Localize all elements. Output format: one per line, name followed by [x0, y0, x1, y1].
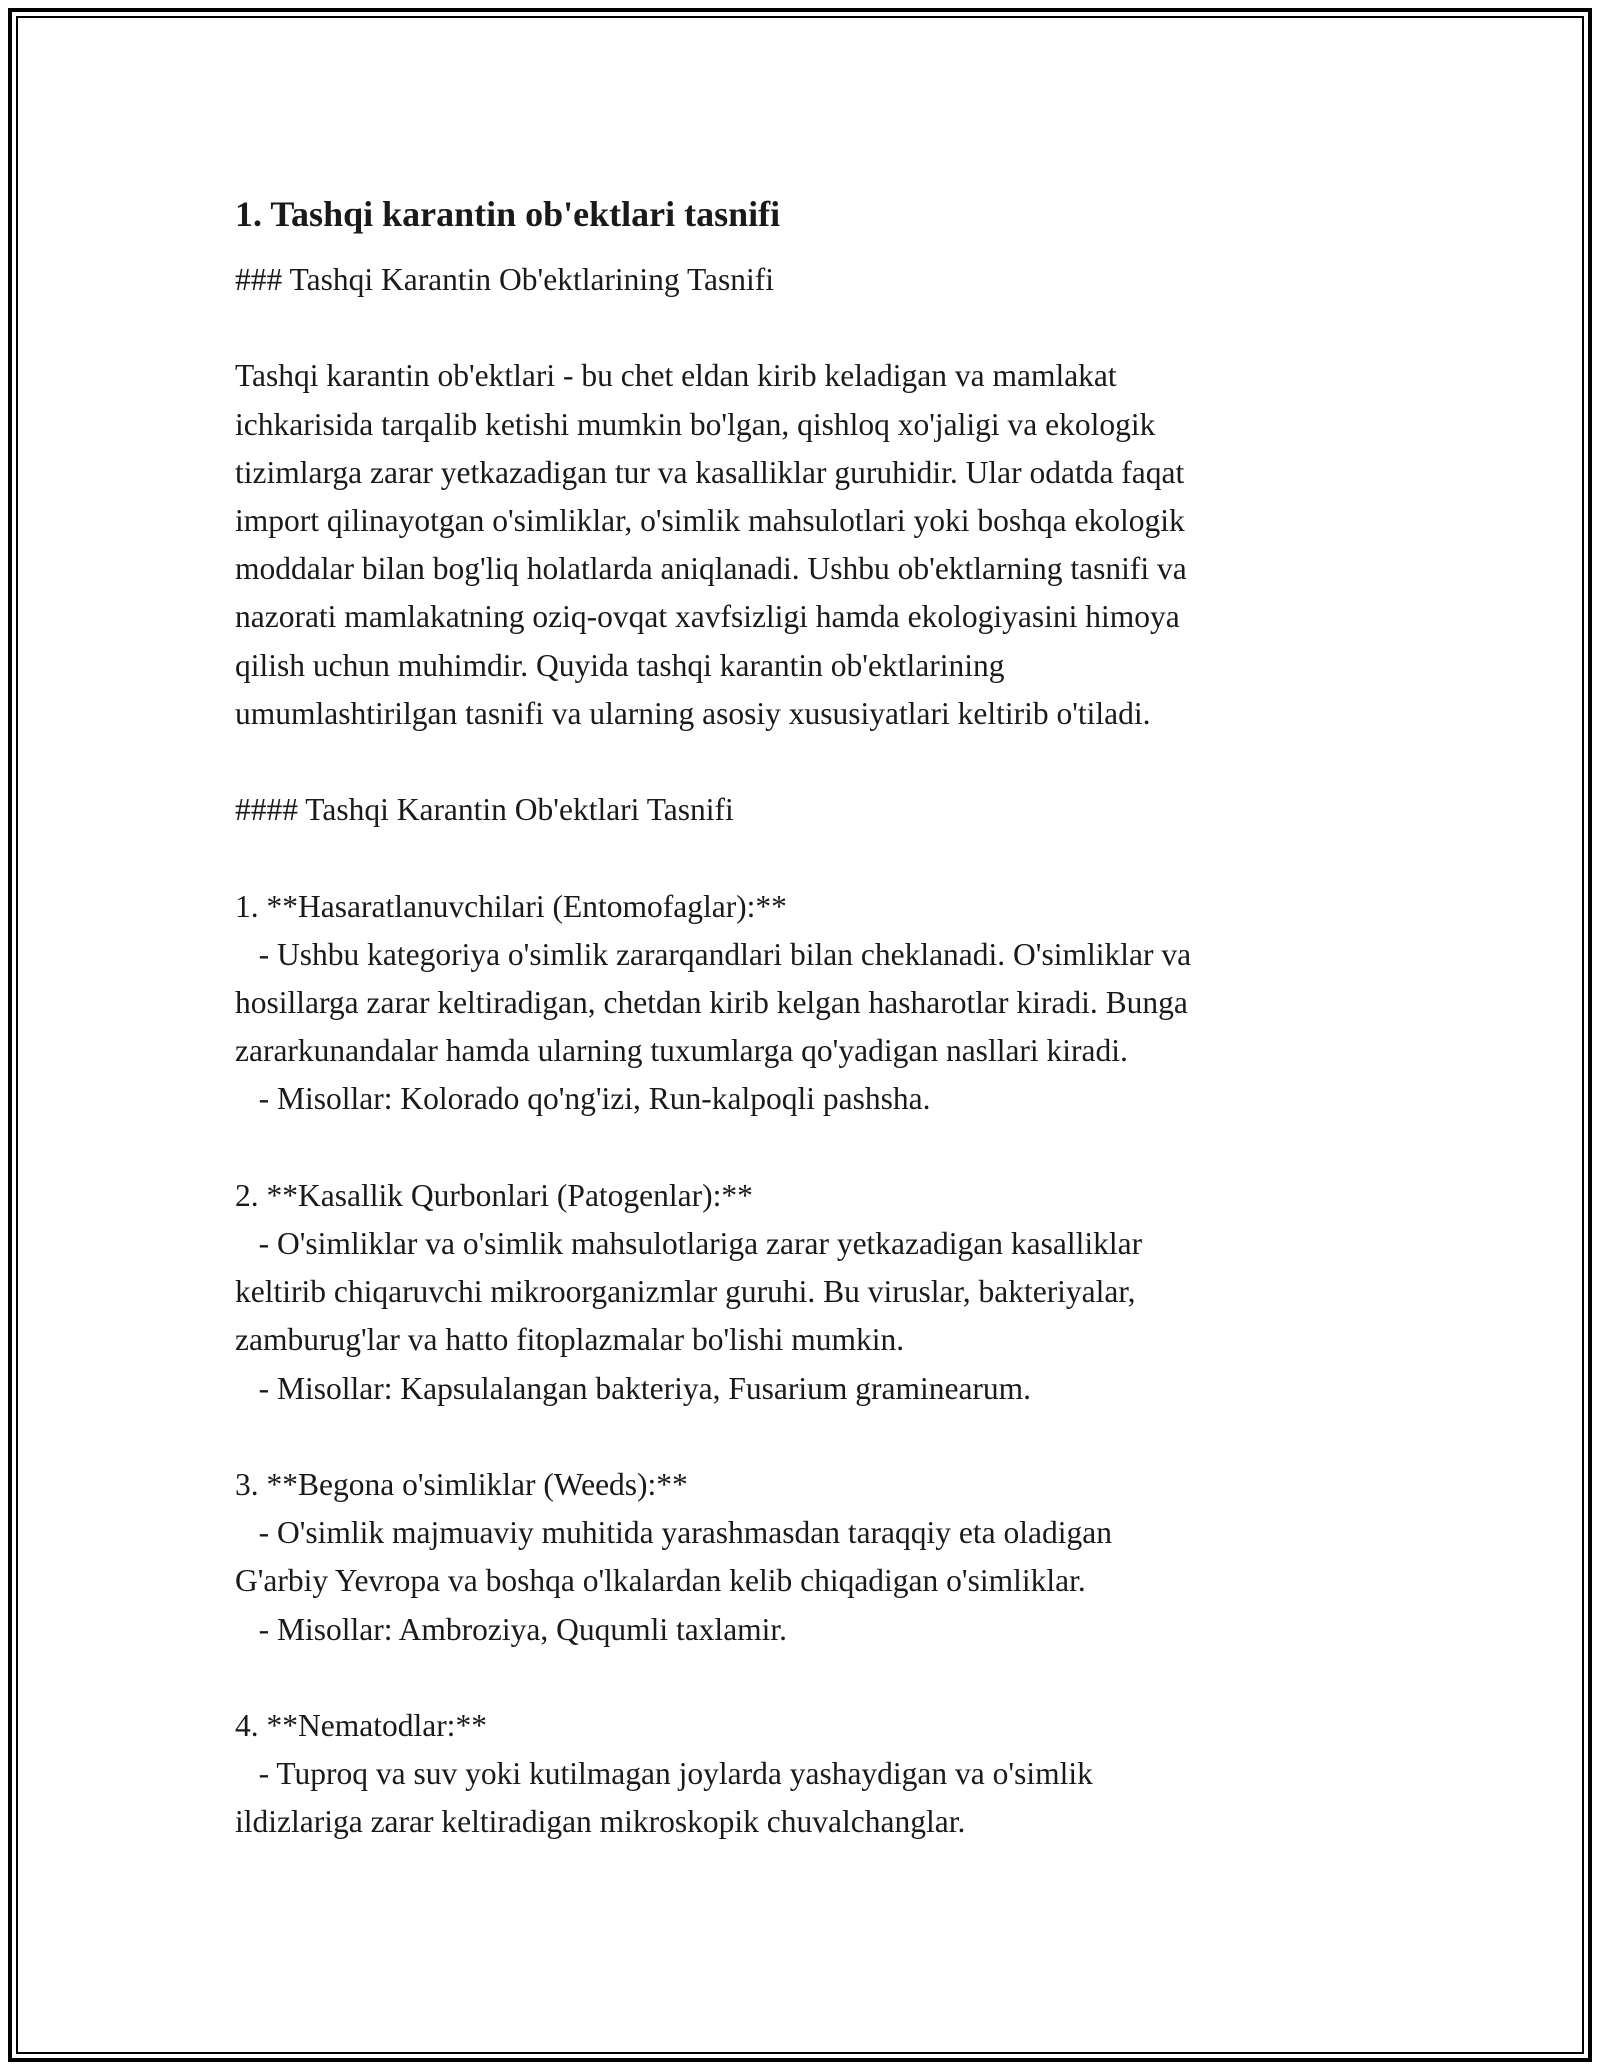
list-item-line: - Misollar: Kapsulalangan bakteriya, Fusarium graminearum.: [235, 1370, 1032, 1406]
intro-line: umumlashtirilgan tasnifi va ularning asosiy xususiyatlari keltirib o'tiladi.: [235, 695, 1151, 731]
list-item-line: - O'simlik majmuaviy muhitida yarashmasdan taraqqiy eta oladigan: [235, 1515, 1112, 1551]
list-item-line: - Misollar: Ambroziya, Ququmli taxlamir.: [235, 1611, 788, 1647]
intro-line: nazorati mamlakatning oziq-ovqat xavfsizligi hamda ekologiyasini himoya: [235, 599, 1180, 635]
subheading: ### Tashqi Karantin Ob'ektlarining Tasnifi: [235, 262, 775, 297]
intro-line: moddalar bilan bog'liq holatlarda aniqlanadi. Ushbu ob'ektlarning tasnifi va: [235, 551, 1187, 587]
list-item-line: hosillarga zarar keltiradigan, chetdan kirib kelgan hasharotlar kiradi. Bunga: [235, 985, 1188, 1020]
list-item-line: - Ushbu kategoriya o'simlik zararqandlari bilan cheklanadi. O'simliklar va: [235, 936, 1192, 972]
spacer: [235, 834, 1365, 882]
document-body: [235, 188, 1365, 1847]
list-item-heading: 4. **Nematodlar:**: [235, 1708, 487, 1743]
list-item-line: - Tuproq va suv yoki kutilmagan joylarda yashaydigan va o'simlik: [235, 1756, 1093, 1792]
list-item: [235, 1461, 1365, 1654]
intro-line: qilish uchun muhimdir. Quyida tashqi karantin ob'ektlarining: [235, 647, 1005, 683]
intro-line: Tashqi karantin ob'ektlari - bu chet eldan kirib keladigan va mamlakat: [235, 358, 1117, 394]
spacer: [235, 304, 1365, 352]
list-item-line: zararkunandalar hamda ularning tuxumlarga qo'yadigan nasllari kiradi.: [235, 1033, 1128, 1069]
list-item-line: keltirib chiqaruvchi mikroorganizmlar guruhi. Bu viruslar, bakteriyalar,: [235, 1274, 1136, 1310]
list-item-heading: 1. **Hasaratlanuvchilari (Entomofaglar):**: [235, 888, 787, 924]
spacer: [235, 1413, 1365, 1461]
list-item: [235, 1172, 1365, 1413]
list-item-line: - Misollar: Kolorado qo'ng'izi, Run-kalpoqli pashsha.: [235, 1081, 931, 1117]
document-title: 1. Tashqi karantin ob'ektlari tasnifi: [235, 194, 781, 234]
section-heading: #### Tashqi Karantin Ob'ektlari Tasnifi: [235, 792, 734, 828]
list-item: [235, 1702, 1365, 1847]
intro-line: import qilinayotgan o'simliklar, o'simlik mahsulotlari yoki boshqa ekologik: [235, 503, 1185, 538]
list-item: [235, 883, 1365, 1124]
intro-line: tizimlarga zarar yetkazadigan tur va kasalliklar guruhidir. Ular odatda faqat: [235, 454, 1185, 490]
list-item-heading: 2. **Kasallik Qurbonlari (Patogenlar):**: [235, 1177, 753, 1213]
intro-line: ichkarisida tarqalib ketishi mumkin bo'lgan, qishloq xo'jaligi va ekologik: [235, 406, 1156, 442]
list-item-line: G'arbiy Yevropa va boshqa o'lkalardan kelib chiqadigan o'simliklar.: [235, 1563, 1086, 1599]
list-item-line: - O'simliklar va o'simlik mahsulotlariga zarar yetkazadigan kasalliklar: [235, 1226, 1143, 1261]
list-item-line: zamburug'lar va hatto fitoplazmalar bo'lishi mumkin.: [235, 1322, 905, 1358]
intro-paragraph: [235, 352, 1365, 738]
spacer: [235, 1654, 1365, 1702]
spacer: [235, 1124, 1365, 1172]
list-item-line: ildizlariga zarar keltiradigan mikroskopik chuvalchanglar.: [235, 1804, 966, 1840]
list-item-heading: 3. **Begona o'simliklar (Weeds):**: [235, 1467, 688, 1502]
spacer: [235, 738, 1365, 786]
